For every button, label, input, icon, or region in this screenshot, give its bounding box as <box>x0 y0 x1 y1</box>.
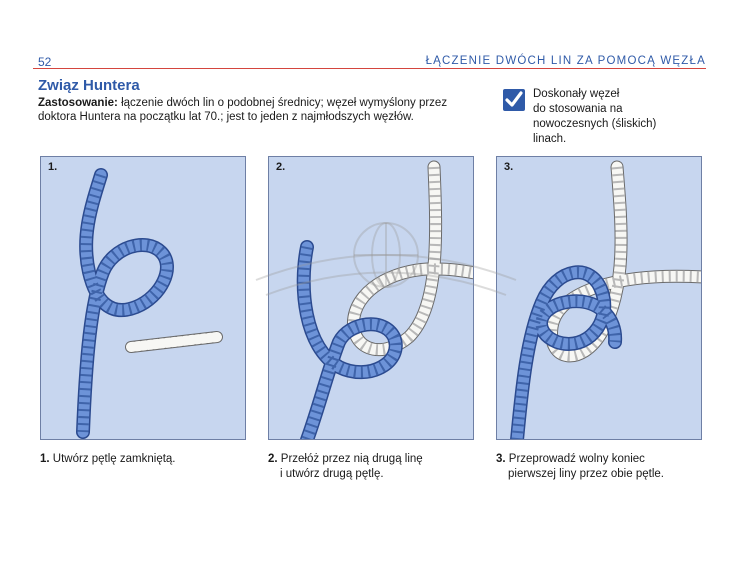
caption-number: 1. <box>40 453 50 465</box>
caption-text: pierwszej liny przez obie pętle. <box>508 468 664 480</box>
page-number: 52 <box>38 55 52 69</box>
step-1-caption <box>40 452 240 467</box>
section-title: Związ Huntera <box>38 77 140 94</box>
hunters-bend-icon <box>497 157 702 440</box>
rope-loops-icon <box>269 157 474 440</box>
caption-number: 2. <box>268 453 278 465</box>
tip-text <box>533 87 693 147</box>
tip-line: Doskonały węzeł <box>533 88 620 100</box>
tip-line: do stosowania na <box>533 103 623 115</box>
usage-text: łączenie dwóch lin o podobnej średnicy; węzeł wymyślony przez doktora Huntera na początku lat 70.; jest to jeden z najmłodszych węzłów. <box>38 97 448 123</box>
usage-label: Zastosowanie: <box>38 97 118 109</box>
caption-number: 3. <box>496 453 506 465</box>
step-3-caption <box>496 452 696 482</box>
caption-text: Utwórz pętlę zamkniętą. <box>49 453 176 465</box>
caption-text: Przełóż przez nią drugą linę <box>277 453 423 465</box>
tip-line: linach. <box>533 133 567 145</box>
step-number: 1. <box>48 161 58 173</box>
tip-line: nowoczesnych (śliskich) <box>533 118 657 130</box>
checkmark-icon <box>503 89 525 111</box>
caption-text: Przeprowadź wolny koniec <box>505 453 645 465</box>
caption-text: i utwórz drugą pętlę. <box>280 468 384 480</box>
header-rule <box>33 68 706 69</box>
rope-loop-icon <box>41 157 246 440</box>
step-number: 2. <box>276 161 286 173</box>
step-2-illustration <box>268 156 474 440</box>
step-2-caption <box>268 452 468 482</box>
usage-paragraph <box>38 96 458 124</box>
chapter-title: ŁĄCZENIE DWÓCH LIN ZA POMOCĄ WĘZŁA <box>425 55 706 67</box>
step-1-illustration <box>40 156 246 440</box>
step-3-illustration <box>496 156 702 440</box>
step-number: 3. <box>504 161 514 173</box>
